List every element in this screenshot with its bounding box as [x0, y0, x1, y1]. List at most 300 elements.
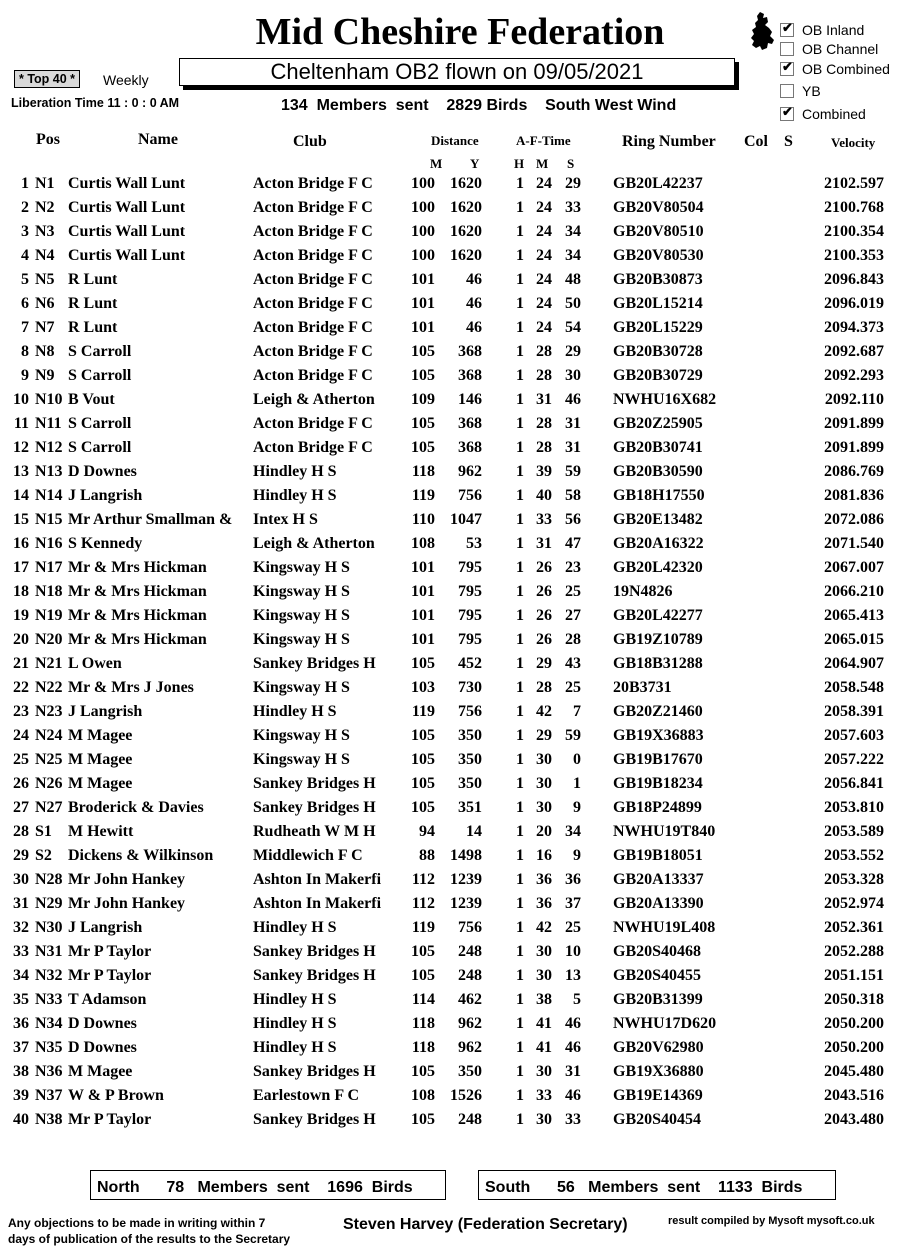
time-seconds: 25 — [565, 583, 581, 600]
distance-yards: 962 — [458, 463, 482, 480]
distance-miles: 94 — [419, 823, 435, 840]
time-seconds: 46 — [565, 1015, 581, 1032]
row-number: 3 — [21, 223, 29, 240]
velocity: 2053.810 — [824, 799, 884, 816]
checkbox-combined[interactable]: ✔ Combined — [782, 103, 866, 122]
distance-yards: 1498 — [450, 847, 482, 864]
club-name: Earlestown F C — [253, 1087, 360, 1104]
distance-miles: 105 — [411, 751, 435, 768]
distance-miles: 101 — [411, 295, 435, 312]
club-name: Sankey Bridges H — [253, 775, 376, 792]
time-minutes: 24 — [536, 223, 552, 240]
distance-miles: 105 — [411, 343, 435, 360]
top-40-badge: * Top 40 * — [14, 70, 80, 88]
section-position: N21 — [35, 655, 63, 672]
time-seconds: 25 — [565, 919, 581, 936]
velocity: 2064.907 — [824, 655, 884, 672]
ring-number: GB20B30741 — [613, 439, 703, 456]
section-position: N11 — [35, 415, 62, 432]
table-row — [0, 340, 911, 364]
distance-yards: 1620 — [450, 223, 482, 240]
time-minutes: 26 — [536, 583, 552, 600]
distance-miles: 108 — [411, 535, 435, 552]
time-hours: 1 — [516, 631, 524, 648]
ring-number: GB18H17550 — [613, 487, 705, 504]
row-number: 15 — [13, 511, 29, 528]
table-row — [0, 700, 911, 724]
table-row — [0, 460, 911, 484]
ring-number: GB20V80504 — [613, 199, 704, 216]
time-minutes: 30 — [536, 751, 552, 768]
velocity: 2051.151 — [824, 967, 884, 984]
row-number: 36 — [13, 1015, 29, 1032]
header-club: Club — [293, 133, 327, 150]
fancier-name: M Magee — [68, 727, 133, 744]
section-position: N18 — [35, 583, 63, 600]
table-row — [0, 820, 911, 844]
time-hours: 1 — [516, 727, 524, 744]
fancier-name: Mr & Mrs Hickman — [68, 607, 207, 624]
checkbox-ob-combined[interactable]: ✔ OB Combined — [782, 58, 890, 77]
club-name: Kingsway H S — [253, 631, 350, 648]
section-position: N12 — [35, 439, 63, 456]
time-seconds: 33 — [565, 1111, 581, 1128]
ring-number: GB18B31288 — [613, 655, 703, 672]
distance-miles: 101 — [411, 319, 435, 336]
ring-number: GB20B31399 — [613, 991, 703, 1008]
section-position: N7 — [35, 319, 55, 336]
section-position: N23 — [35, 703, 63, 720]
distance-yards: 46 — [466, 295, 482, 312]
club-name: Sankey Bridges H — [253, 655, 376, 672]
table-row — [0, 892, 911, 916]
ring-number: 20B3731 — [613, 679, 672, 696]
club-name: Sankey Bridges H — [253, 1063, 376, 1080]
checkbox-yb[interactable]: YB — [780, 82, 890, 102]
row-number: 13 — [13, 463, 29, 480]
club-name: Middlewich F C — [253, 847, 363, 864]
ring-number: GB20S40468 — [613, 943, 702, 960]
time-minutes: 20 — [536, 823, 552, 840]
time-seconds: 54 — [565, 319, 581, 336]
time-seconds: 9 — [573, 799, 581, 816]
distance-miles: 118 — [411, 1039, 435, 1056]
time-hours: 1 — [516, 991, 524, 1008]
ring-number: GB20V80510 — [613, 223, 704, 240]
time-seconds: 31 — [565, 439, 581, 456]
distance-yards: 756 — [458, 919, 482, 936]
distance-miles: 118 — [411, 1015, 435, 1032]
club-name: Sankey Bridges H — [253, 943, 376, 960]
velocity: 2072.086 — [824, 511, 884, 528]
time-seconds: 29 — [565, 175, 581, 192]
checkmark-icon: ✔ — [782, 19, 793, 35]
table-row — [0, 436, 911, 460]
velocity: 2050.318 — [824, 991, 884, 1008]
distance-yards: 962 — [458, 1015, 482, 1032]
header-ring-number: Ring Number — [622, 133, 716, 150]
velocity: 2050.200 — [824, 1039, 884, 1056]
distance-yards: 756 — [458, 703, 482, 720]
time-seconds: 13 — [565, 967, 581, 984]
north-summary: North 78 Members sent 1696 Birds — [90, 1170, 446, 1200]
time-hours: 1 — [516, 415, 524, 432]
time-hours: 1 — [516, 559, 524, 576]
fancier-name: S Carroll — [68, 439, 132, 456]
club-name: Acton Bridge F C — [253, 295, 373, 312]
section-position: N8 — [35, 343, 55, 360]
checkbox-ob-channel[interactable]: OB Channel — [780, 40, 890, 60]
time-seconds: 58 — [565, 487, 581, 504]
table-row — [0, 844, 911, 868]
time-hours: 1 — [516, 1063, 524, 1080]
time-seconds: 46 — [565, 1039, 581, 1056]
velocity: 2053.589 — [824, 823, 884, 840]
distance-miles: 119 — [411, 487, 435, 504]
ring-number: GB20E13482 — [613, 511, 703, 528]
distance-miles: 110 — [411, 511, 435, 528]
section-position: N2 — [35, 199, 55, 216]
time-minutes: 36 — [536, 895, 552, 912]
distance-miles: 108 — [411, 1087, 435, 1104]
club-name: Acton Bridge F C — [253, 199, 373, 216]
section-position: N36 — [35, 1063, 63, 1080]
table-row — [0, 964, 911, 988]
time-hours: 1 — [516, 535, 524, 552]
section-position: N20 — [35, 631, 63, 648]
club-name: Hindley H S — [253, 991, 337, 1008]
row-number: 23 — [13, 703, 29, 720]
fancier-name: Mr & Mrs J Jones — [68, 679, 194, 696]
time-hours: 1 — [516, 751, 524, 768]
velocity: 2092.687 — [824, 343, 884, 360]
distance-miles: 101 — [411, 631, 435, 648]
ring-number: GB20L15229 — [613, 319, 703, 336]
time-seconds: 25 — [565, 679, 581, 696]
time-seconds: 7 — [573, 703, 581, 720]
row-number: 24 — [13, 727, 29, 744]
section-position: N14 — [35, 487, 63, 504]
time-hours: 1 — [516, 607, 524, 624]
club-name: Kingsway H S — [253, 727, 350, 744]
row-number: 30 — [13, 871, 29, 888]
velocity: 2066.210 — [824, 583, 884, 600]
club-name: Kingsway H S — [253, 751, 350, 768]
table-row — [0, 1012, 911, 1036]
fancier-name: Mr P Taylor — [68, 1111, 152, 1128]
table-row — [0, 916, 911, 940]
section-position: N37 — [35, 1087, 63, 1104]
distance-miles: 105 — [411, 799, 435, 816]
velocity: 2058.548 — [824, 679, 884, 696]
velocity: 2081.836 — [824, 487, 884, 504]
row-number: 35 — [13, 991, 29, 1008]
distance-miles: 112 — [411, 871, 435, 888]
fancier-name: R Lunt — [68, 271, 118, 288]
section-position: N4 — [35, 247, 55, 264]
time-seconds: 48 — [565, 271, 581, 288]
distance-yards: 248 — [458, 943, 482, 960]
club-name: Acton Bridge F C — [253, 247, 373, 264]
fancier-name: M Hewitt — [68, 823, 134, 840]
ring-number: NWHU17D620 — [613, 1015, 717, 1032]
distance-miles: 101 — [411, 607, 435, 624]
ring-number: GB19X36880 — [613, 1063, 704, 1080]
period-label: Weekly — [103, 72, 149, 88]
distance-miles: 101 — [411, 559, 435, 576]
section-position: N3 — [35, 223, 55, 240]
time-minutes: 31 — [536, 391, 552, 408]
fancier-name: S Kennedy — [68, 535, 143, 552]
velocity: 2052.288 — [824, 943, 884, 960]
time-hours: 1 — [516, 319, 524, 336]
fancier-name: R Lunt — [68, 295, 118, 312]
time-minutes: 24 — [536, 199, 552, 216]
velocity: 2096.843 — [824, 271, 884, 288]
velocity: 2092.110 — [824, 391, 884, 408]
distance-yards: 368 — [458, 439, 482, 456]
checkmark-icon: ✔ — [782, 103, 793, 119]
table-row — [0, 748, 911, 772]
ring-number: NWHU19L408 — [613, 919, 716, 936]
time-seconds: 34 — [565, 823, 581, 840]
ring-number: GB20L42277 — [613, 607, 703, 624]
club-name: Ashton In Makerfi — [253, 871, 382, 888]
table-row — [0, 796, 911, 820]
fancier-name: M Magee — [68, 775, 133, 792]
distance-miles: 105 — [411, 967, 435, 984]
table-row — [0, 772, 911, 796]
fancier-name: W & P Brown — [68, 1087, 164, 1104]
table-row — [0, 988, 911, 1012]
header-aftime: A-F-Time — [516, 133, 571, 148]
time-seconds: 27 — [565, 607, 581, 624]
distance-yards: 350 — [458, 775, 482, 792]
velocity: 2052.974 — [824, 895, 884, 912]
fancier-name: M Magee — [68, 751, 133, 768]
section-position: N5 — [35, 271, 55, 288]
ring-number: GB20Z25905 — [613, 415, 703, 432]
distance-yards: 248 — [458, 967, 482, 984]
club-name: Hindley H S — [253, 463, 337, 480]
row-number: 25 — [13, 751, 29, 768]
distance-miles: 100 — [411, 175, 435, 192]
time-hours: 1 — [516, 271, 524, 288]
row-number: 26 — [13, 775, 29, 792]
time-minutes: 40 — [536, 487, 552, 504]
club-name: Sankey Bridges H — [253, 799, 376, 816]
distance-yards: 368 — [458, 415, 482, 432]
ring-number: GB20B30873 — [613, 271, 703, 288]
compiled-by: result compiled by Mysoft mysoft.co.uk — [668, 1215, 875, 1227]
section-position: S1 — [35, 823, 52, 840]
section-position: N35 — [35, 1039, 63, 1056]
time-minutes: 24 — [536, 271, 552, 288]
fancier-name: Curtis Wall Lunt — [68, 223, 186, 240]
time-minutes: 33 — [536, 511, 552, 528]
row-number: 19 — [13, 607, 29, 624]
distance-yards: 795 — [458, 559, 482, 576]
time-hours: 1 — [516, 247, 524, 264]
row-number: 8 — [21, 343, 29, 360]
table-row — [0, 628, 911, 652]
club-name: Kingsway H S — [253, 607, 350, 624]
time-hours: 1 — [516, 175, 524, 192]
section-position: N6 — [35, 295, 55, 312]
club-name: Intex H S — [253, 511, 318, 528]
section-position: N34 — [35, 1015, 63, 1032]
time-hours: 1 — [516, 1087, 524, 1104]
fancier-name: Mr P Taylor — [68, 943, 152, 960]
time-minutes: 28 — [536, 679, 552, 696]
liberation-time: Liberation Time 11 : 0 : 0 AM — [11, 96, 180, 110]
row-number: 28 — [13, 823, 29, 840]
time-hours: 1 — [516, 679, 524, 696]
ring-number: GB19B18234 — [613, 775, 703, 792]
time-minutes: 24 — [536, 175, 552, 192]
section-position: N1 — [35, 175, 55, 192]
distance-yards: 1620 — [450, 175, 482, 192]
row-number: 5 — [21, 271, 29, 288]
distance-miles: 105 — [411, 655, 435, 672]
time-minutes: 30 — [536, 1111, 552, 1128]
time-seconds: 1 — [573, 775, 581, 792]
distance-yards: 756 — [458, 487, 482, 504]
row-number: 17 — [13, 559, 29, 576]
distance-miles: 112 — [411, 895, 435, 912]
header-col: Col — [744, 133, 768, 150]
time-hours: 1 — [516, 703, 524, 720]
fancier-name: Mr & Mrs Hickman — [68, 559, 207, 576]
time-hours: 1 — [516, 895, 524, 912]
ring-number: GB20S40454 — [613, 1111, 702, 1128]
time-hours: 1 — [516, 463, 524, 480]
velocity: 2043.480 — [824, 1111, 884, 1128]
fancier-name: D Downes — [68, 1015, 137, 1032]
velocity: 2065.015 — [824, 631, 884, 648]
time-hours: 1 — [516, 487, 524, 504]
ring-number: GB19X36883 — [613, 727, 704, 744]
velocity: 2100.354 — [824, 223, 884, 240]
club-name: Hindley H S — [253, 487, 337, 504]
header-distance: Distance — [431, 133, 479, 148]
velocity: 2091.899 — [824, 439, 884, 456]
fancier-name: Dickens & Wilkinson — [68, 847, 214, 864]
header-velocity: Velocity — [831, 135, 876, 150]
velocity: 2091.899 — [824, 415, 884, 432]
table-row — [0, 604, 911, 628]
time-minutes: 28 — [536, 367, 552, 384]
time-minutes: 36 — [536, 871, 552, 888]
table-row — [0, 268, 911, 292]
row-number: 14 — [13, 487, 29, 504]
time-seconds: 31 — [565, 415, 581, 432]
fancier-name: S Carroll — [68, 415, 132, 432]
distance-miles: 105 — [411, 775, 435, 792]
velocity: 2096.019 — [824, 295, 884, 312]
fancier-name: D Downes — [68, 463, 137, 480]
distance-yards: 350 — [458, 751, 482, 768]
time-hours: 1 — [516, 967, 524, 984]
time-seconds: 43 — [565, 655, 581, 672]
table-row — [0, 364, 911, 388]
table-row — [0, 412, 911, 436]
velocity: 2056.841 — [824, 775, 884, 792]
section-position: N27 — [35, 799, 63, 816]
fancier-name: J Langrish — [68, 919, 143, 936]
time-minutes: 41 — [536, 1015, 552, 1032]
velocity: 2067.007 — [824, 559, 884, 576]
section-position: N17 — [35, 559, 63, 576]
fancier-name: Mr John Hankey — [68, 871, 186, 888]
fancier-name: Broderick & Davies — [68, 799, 204, 816]
distance-miles: 114 — [411, 991, 435, 1008]
ring-number: GB18P24899 — [613, 799, 702, 816]
race-summary: 134 Members sent 2829 Birds South West Wind — [281, 97, 677, 114]
section-position: N32 — [35, 967, 63, 984]
header-hours: H — [514, 156, 525, 171]
club-name: Acton Bridge F C — [253, 439, 373, 456]
time-seconds: 23 — [565, 559, 581, 576]
time-minutes: 42 — [536, 919, 552, 936]
row-number: 29 — [13, 847, 29, 864]
table-row — [0, 676, 911, 700]
section-position: N15 — [35, 511, 63, 528]
ring-number: GB20L42320 — [613, 559, 703, 576]
section-position: N33 — [35, 991, 63, 1008]
club-name: Hindley H S — [253, 703, 337, 720]
time-minutes: 30 — [536, 775, 552, 792]
club-name: Leigh & Atherton — [253, 535, 375, 552]
checkbox-ob-inland[interactable]: ✔ OB Inland — [782, 19, 865, 38]
time-hours: 1 — [516, 1015, 524, 1032]
club-name: Kingsway H S — [253, 583, 350, 600]
ring-number: GB20L42237 — [613, 175, 703, 192]
time-hours: 1 — [516, 367, 524, 384]
section-position: N38 — [35, 1111, 63, 1128]
header-yards: Y — [470, 156, 480, 171]
club-name: Ashton In Makerfi — [253, 895, 382, 912]
distance-yards: 46 — [466, 271, 482, 288]
row-number: 10 — [13, 391, 29, 408]
table-row — [0, 1060, 911, 1084]
club-name: Acton Bridge F C — [253, 319, 373, 336]
table-row — [0, 532, 911, 556]
ring-number: GB20B30729 — [613, 367, 703, 384]
table-row — [0, 220, 911, 244]
time-minutes: 30 — [536, 799, 552, 816]
row-number: 16 — [13, 535, 29, 552]
club-name: Kingsway H S — [253, 559, 350, 576]
club-name: Kingsway H S — [253, 679, 350, 696]
distance-miles: 100 — [411, 223, 435, 240]
time-minutes: 28 — [536, 415, 552, 432]
ring-number: GB19E14369 — [613, 1087, 703, 1104]
time-minutes: 38 — [536, 991, 552, 1008]
row-number: 22 — [13, 679, 29, 696]
time-hours: 1 — [516, 439, 524, 456]
fancier-name: Mr P Taylor — [68, 967, 152, 984]
row-number: 1 — [21, 175, 29, 192]
objections-note: Any objections to be made in writing within 7 days of publication of the results to the Secretary — [8, 1216, 291, 1246]
time-hours: 1 — [516, 199, 524, 216]
distance-miles: 119 — [411, 703, 435, 720]
distance-yards: 248 — [458, 1111, 482, 1128]
distance-miles: 88 — [419, 847, 435, 864]
fancier-name: J Langrish — [68, 487, 143, 504]
fancier-name: J Langrish — [68, 703, 143, 720]
time-minutes: 31 — [536, 535, 552, 552]
